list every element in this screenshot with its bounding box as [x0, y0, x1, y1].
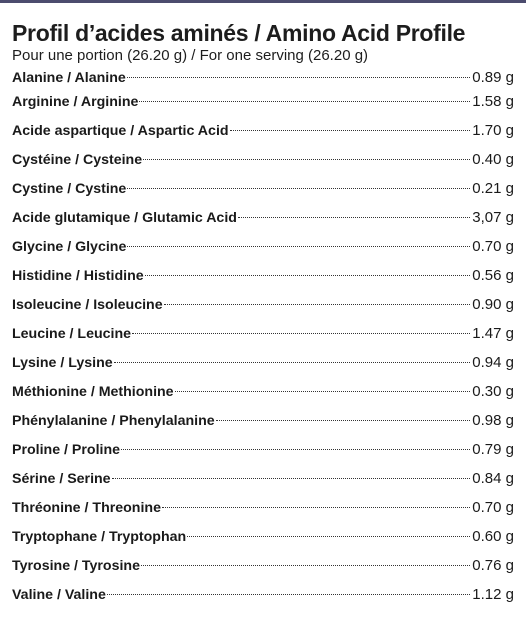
- amino-acid-row: [12, 148, 514, 177]
- amino-acid-value: 0.56 g: [472, 267, 514, 284]
- amino-acid-row: [12, 583, 514, 612]
- amino-acid-row: [12, 438, 514, 467]
- amino-acid-value: 0.98 g: [472, 412, 514, 429]
- amino-acid-value: 0.89 g: [472, 69, 514, 86]
- amino-acid-value: 0.90 g: [472, 296, 514, 313]
- amino-acid-name: Cystéine / Cysteine: [12, 152, 143, 168]
- amino-acid-value: 0.40 g: [472, 151, 514, 168]
- amino-acid-name: Lysine / Lysine: [12, 355, 113, 371]
- amino-acid-row: [12, 467, 514, 496]
- amino-acid-name: Acide glutamique / Glutamic Acid: [12, 210, 237, 226]
- amino-acid-value: 1.47 g: [472, 325, 514, 342]
- amino-acid-value: 0.76 g: [472, 557, 514, 574]
- dot-leader: [132, 333, 470, 334]
- panel-title: Profil d’acides aminés / Amino Acid Profile: [12, 20, 466, 46]
- serving-subtitle: Pour une portion (26.20 g) / For one serving (26.20 g): [12, 47, 369, 64]
- amino-acid-value: 0.84 g: [472, 470, 514, 487]
- dot-leader: [127, 246, 470, 247]
- amino-acid-row: [12, 177, 514, 206]
- dot-leader: [238, 217, 470, 218]
- amino-acid-row: [12, 554, 514, 583]
- amino-acid-value: 0.70 g: [472, 238, 514, 255]
- top-border: [0, 0, 526, 3]
- amino-acid-value: 0.21 g: [472, 180, 514, 197]
- amino-acid-value: 1.58 g: [472, 93, 514, 110]
- dot-leader: [143, 159, 470, 160]
- amino-acid-name: Phénylalanine / Phenylalanine: [12, 413, 215, 429]
- amino-acid-name: Proline / Proline: [12, 442, 121, 458]
- dot-leader: [139, 101, 470, 102]
- amino-acid-row: [12, 90, 514, 119]
- amino-acid-name: Acide aspartique / Aspartic Acid: [12, 123, 229, 139]
- amino-acid-name: Arginine / Arginine: [12, 94, 139, 110]
- amino-acid-row: [12, 525, 514, 554]
- amino-acid-row: [12, 322, 514, 351]
- amino-acid-row: [12, 351, 514, 380]
- amino-acid-name: Valine / Valine: [12, 587, 106, 603]
- amino-acid-name: Cystine / Cystine: [12, 181, 127, 197]
- amino-acid-value: 0.94 g: [472, 354, 514, 371]
- amino-acid-name: Tryptophane / Tryptophan: [12, 529, 187, 545]
- amino-acid-value: 1.12 g: [472, 586, 514, 603]
- dot-leader: [112, 478, 471, 479]
- amino-acid-value: 3,07 g: [472, 209, 514, 226]
- amino-acid-name: Histidine / Histidine: [12, 268, 144, 284]
- amino-acid-row: [12, 66, 514, 90]
- amino-acid-name: Isoleucine / Isoleucine: [12, 297, 163, 313]
- dot-leader: [127, 77, 470, 78]
- amino-acid-row: [12, 206, 514, 235]
- amino-acid-name: Méthionine / Methionine: [12, 384, 174, 400]
- dot-leader: [107, 594, 470, 595]
- amino-acid-row: [12, 380, 514, 409]
- amino-acid-row: [12, 496, 514, 525]
- amino-acid-name: Leucine / Leucine: [12, 326, 132, 342]
- amino-acid-row: [12, 119, 514, 148]
- amino-acid-row: [12, 293, 514, 322]
- dot-leader: [175, 391, 471, 392]
- dot-leader: [114, 362, 471, 363]
- amino-acid-name: Glycine / Glycine: [12, 239, 127, 255]
- amino-acid-name: Thréonine / Threonine: [12, 500, 161, 516]
- amino-acid-value: 0.30 g: [472, 383, 514, 400]
- dot-leader: [145, 275, 471, 276]
- amino-acid-row: [12, 409, 514, 438]
- dot-leader: [164, 304, 471, 305]
- amino-acid-value: 0.70 g: [472, 499, 514, 516]
- dot-leader: [216, 420, 471, 421]
- dot-leader: [121, 449, 470, 450]
- dot-leader: [127, 188, 470, 189]
- amino-acid-list: [12, 66, 514, 612]
- amino-acid-name: Tyrosine / Tyrosine: [12, 558, 140, 574]
- amino-acid-name: Sérine / Serine: [12, 471, 111, 487]
- amino-acid-row: [12, 264, 514, 293]
- amino-acid-row: [12, 235, 514, 264]
- amino-acid-value: 0.60 g: [472, 528, 514, 545]
- dot-leader: [230, 130, 471, 131]
- dot-leader: [162, 507, 470, 508]
- dot-leader: [141, 565, 470, 566]
- amino-acid-value: 0.79 g: [472, 441, 514, 458]
- amino-acid-value: 1.70 g: [472, 122, 514, 139]
- amino-acid-name: Alanine / Alanine: [12, 70, 126, 86]
- dot-leader: [187, 536, 470, 537]
- amino-acid-profile-panel: [12, 19, 514, 612]
